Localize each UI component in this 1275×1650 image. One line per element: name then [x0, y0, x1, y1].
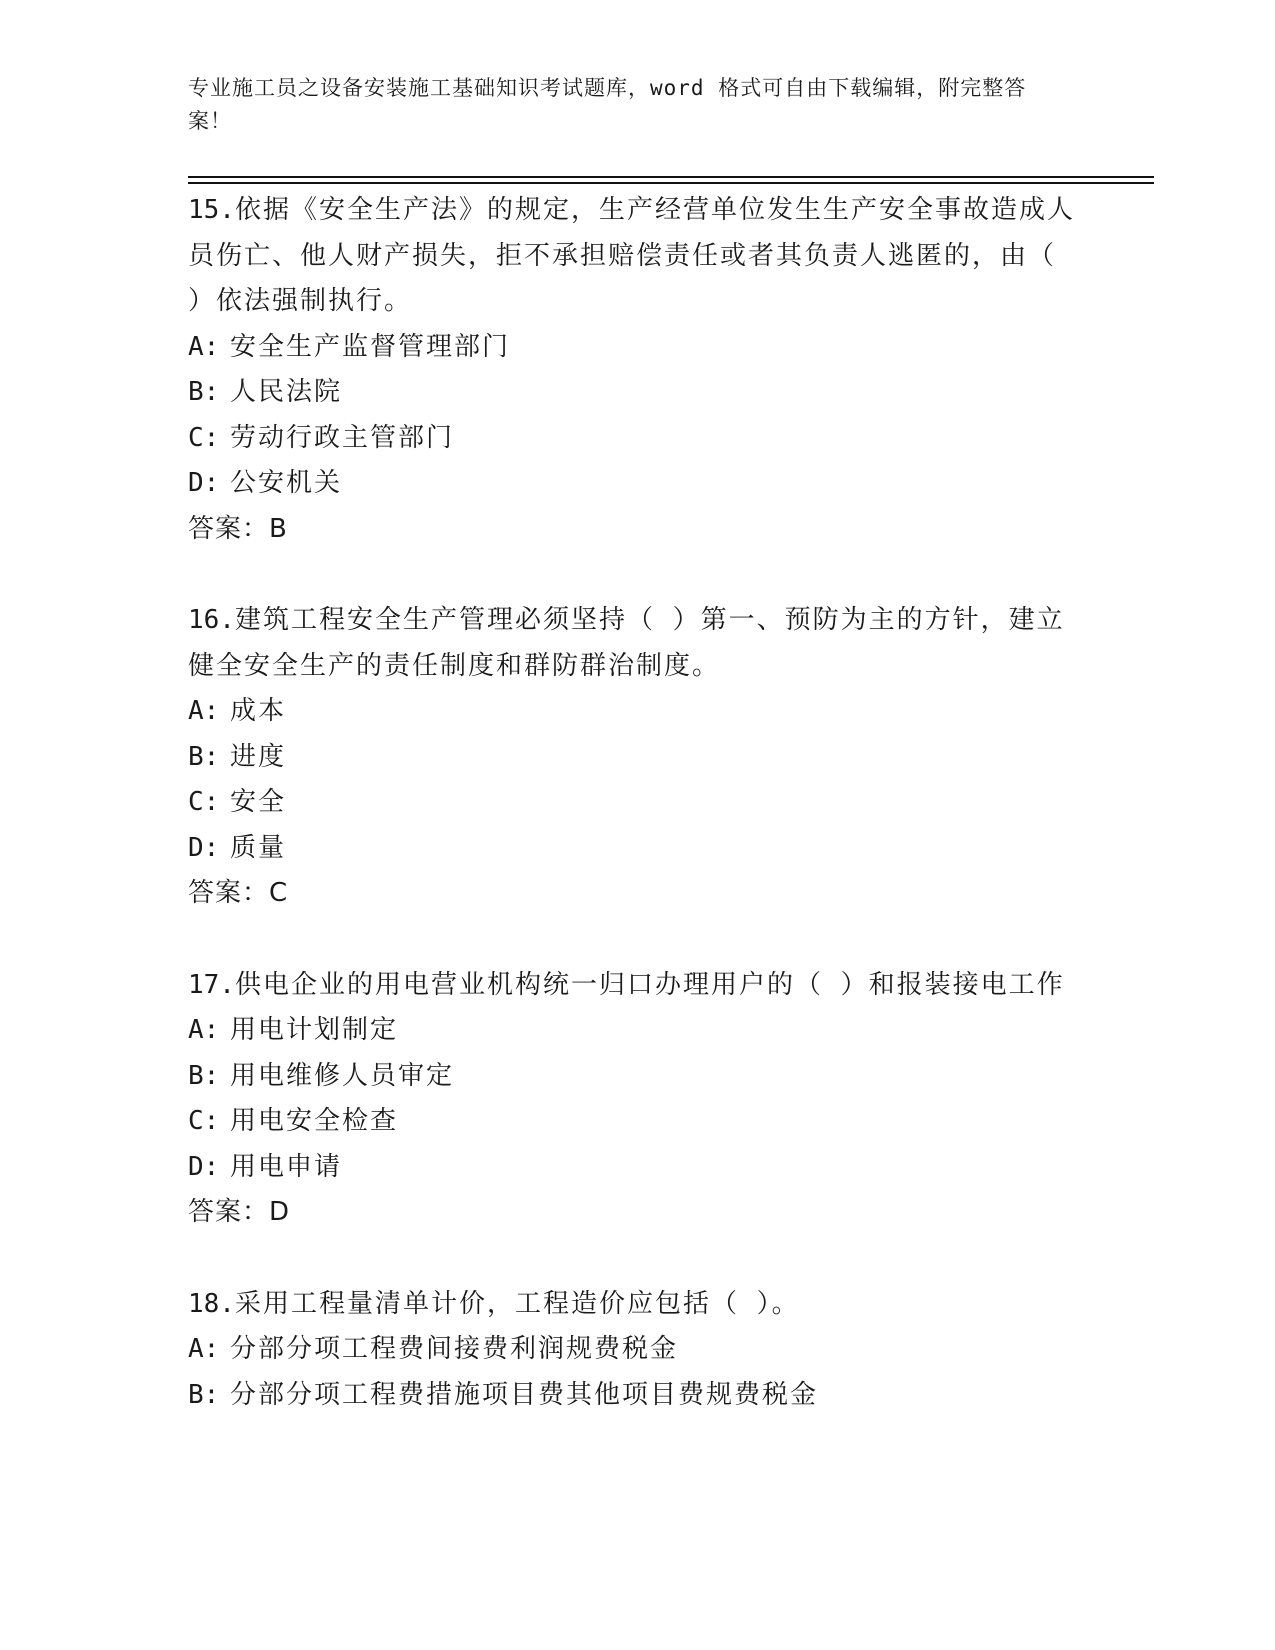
option-text: 用电安全检查 [230, 1106, 399, 1136]
option-text: 公安机关 [230, 468, 343, 498]
option-text: 分部分项工程费措施项目费其他项目费规费税金 [230, 1379, 819, 1410]
answer-line: 答案：B [188, 513, 288, 544]
question-stem [188, 963, 1088, 1009]
question-number: 17. [188, 969, 235, 1000]
document-header: 专业施工员之设备安装施工基础知识考试题库，word 格式可自由下载编辑，附完整答案！ [188, 76, 1027, 133]
option-d [188, 1145, 1088, 1191]
option-text: 安全 [230, 787, 287, 817]
question-stem [188, 598, 1088, 689]
option-key: B: [188, 741, 220, 772]
option-d [188, 461, 1088, 507]
option-key: D: [188, 832, 220, 863]
option-d [188, 826, 1088, 872]
question-number: 15. [188, 195, 235, 225]
option-key: C: [188, 787, 220, 817]
option-b [188, 370, 1088, 416]
option-c [188, 1099, 1088, 1145]
option-text: 劳动行政主管部门 [230, 422, 455, 453]
question-list [188, 188, 1088, 1464]
option-b [188, 1054, 1088, 1100]
question-text: 供电企业的用电营业机构统一归口办理用户的（ ）和报装接电工作 [234, 969, 1065, 1000]
question-text: 依据《安全生产法》的规定，生产经营单位发生生产安全事故造成人员伤亡、他人财产损失，拒不承担赔偿责任或者其负责人逃匿的，由（ ）依法强制执行。 [188, 195, 1075, 316]
question-number: 16. [188, 605, 235, 635]
question-18 [188, 1282, 1088, 1419]
option-a [188, 689, 1088, 735]
option-key: C: [188, 422, 220, 453]
question-stem [188, 1282, 1088, 1328]
option-key: C: [188, 1106, 220, 1136]
option-key: D: [188, 1151, 220, 1182]
option-text: 成本 [230, 696, 287, 726]
option-key: D: [188, 468, 220, 498]
option-key: B: [188, 1379, 220, 1410]
option-c [188, 780, 1088, 826]
option-text: 人民法院 [230, 377, 343, 407]
question-15 [188, 188, 1088, 552]
option-text: 用电计划制定 [230, 1015, 399, 1045]
option-text: 进度 [230, 741, 287, 772]
answer-line: 答案：C [188, 878, 289, 908]
option-key: A: [188, 331, 220, 362]
option-a [188, 1008, 1088, 1054]
option-key: B: [188, 377, 220, 407]
option-b [188, 1373, 1088, 1419]
question-stem [188, 188, 1088, 325]
option-key: A: [188, 1334, 220, 1364]
option-text: 用电维修人员审定 [230, 1060, 455, 1091]
option-key: B: [188, 1060, 220, 1091]
option-text: 安全生产监督管理部门 [230, 331, 511, 362]
option-a [188, 1327, 1088, 1373]
question-16 [188, 598, 1088, 917]
header-divider-top [188, 176, 1154, 178]
option-key: A: [188, 1015, 220, 1045]
question-number: 18. [188, 1288, 235, 1319]
option-b [188, 735, 1088, 781]
question-text: 采用工程量清单计价，工程造价应包括（ ）。 [234, 1288, 800, 1319]
question-17 [188, 963, 1088, 1236]
option-key: A: [188, 696, 220, 726]
answer-line: 答案：D [188, 1197, 291, 1227]
option-a [188, 325, 1088, 371]
option-text: 用电申请 [230, 1151, 343, 1182]
header-divider-bottom [188, 182, 1154, 184]
option-text: 分部分项工程费间接费利润规费税金 [230, 1334, 679, 1364]
option-c [188, 416, 1088, 462]
option-text: 质量 [230, 832, 287, 863]
question-text: 建筑工程安全生产管理必须坚持（ ）第一、预防为主的方针，建立健全安全生产的责任制度和群防群治制度。 [188, 605, 1065, 681]
